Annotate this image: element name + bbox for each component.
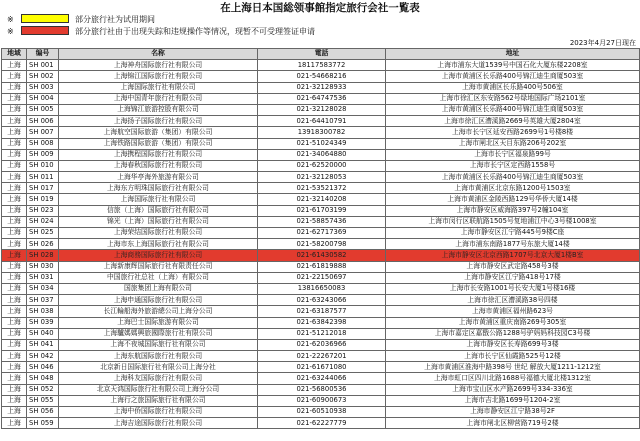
cell-code: SH 042 xyxy=(27,351,59,362)
cell-code: SH 034 xyxy=(27,283,59,294)
table-row xyxy=(2,362,640,373)
cell-region: 上海 xyxy=(2,339,27,350)
table-row xyxy=(2,228,640,239)
cell-region: 上海 xyxy=(2,71,27,82)
cell-phone: 021-61819888 xyxy=(258,261,386,272)
cell-code: SH 009 xyxy=(27,149,59,160)
cell-phone: 021-54668216 xyxy=(258,71,386,82)
table-row xyxy=(2,104,640,115)
cell-code: SH 052 xyxy=(27,384,59,395)
cell-code: SH 017 xyxy=(27,183,59,194)
table-row xyxy=(2,306,640,317)
cell-phone: 021-62036966 xyxy=(258,339,386,350)
cell-address: 上海市黄浦区金陵西路129号华侨大厦14楼 xyxy=(386,194,640,205)
table-row xyxy=(2,172,640,183)
table-row xyxy=(2,116,640,127)
cell-name: 长江輪船海外旅游總公司上海分公司 xyxy=(59,306,258,317)
table-row xyxy=(2,328,640,339)
table-row xyxy=(2,194,640,205)
cell-name: 北京新日国际旅行社有限公司上海分社 xyxy=(59,362,258,373)
cell-phone: 021-22150697 xyxy=(258,272,386,283)
cell-code: SH 048 xyxy=(27,373,59,384)
cell-phone: 021-58200798 xyxy=(258,239,386,250)
cell-region: 上海 xyxy=(2,362,27,373)
cell-name: 中国旅行社总社（上海）有限公司 xyxy=(59,272,258,283)
cell-code: SH 007 xyxy=(27,127,59,138)
cell-name: 上海申通国际旅行社有限公司 xyxy=(59,295,258,306)
cell-phone: 021-51024349 xyxy=(258,138,386,149)
page-title: 在上海日本国総领事館指定旅行会社一覧表 xyxy=(220,2,420,14)
cell-region: 上海 xyxy=(2,127,27,138)
cell-region: 上海 xyxy=(2,317,27,328)
cell-code: SH 006 xyxy=(27,116,59,127)
cell-code: SH 055 xyxy=(27,395,59,406)
cell-address: 上海市吉北路1699号1204-2室 xyxy=(386,395,640,406)
cell-name: 上海吉途国际旅行社有限公司 xyxy=(59,418,258,429)
cell-code: SH 046 xyxy=(27,362,59,373)
cell-code: SH 001 xyxy=(27,60,59,71)
cell-code: SH 056 xyxy=(27,407,59,418)
table-row xyxy=(2,127,640,138)
cell-name: 上海国际旅行社有限公司 xyxy=(59,82,258,93)
cell-address: 上海市黄浦区长乐路400号506室 xyxy=(386,82,640,93)
table-row xyxy=(2,373,640,384)
cell-code: SH 019 xyxy=(27,194,59,205)
cell-region: 上海 xyxy=(2,373,27,384)
cell-region: 上海 xyxy=(2,407,27,418)
cell-code: SH 028 xyxy=(27,250,59,261)
cell-code: SH 005 xyxy=(27,104,59,115)
legend-mark: ※ xyxy=(7,27,14,36)
cell-address: 上海市黄浦区重庆南路269号305室 xyxy=(386,317,640,328)
table-row xyxy=(2,261,640,272)
cell-region: 上海 xyxy=(2,306,27,317)
cell-phone: 021-61703199 xyxy=(258,205,386,216)
cell-phone: 021-63842398 xyxy=(258,317,386,328)
cell-phone: 021-22267201 xyxy=(258,351,386,362)
cell-phone: 021-32128933 xyxy=(258,82,386,93)
col-header-code: 编号 xyxy=(27,49,59,60)
cell-name: 上海携程国际旅行社有限公司 xyxy=(59,149,258,160)
cell-address: 上海市闵行区联航路1505号复地浦江中心3号楼1008室 xyxy=(386,216,640,227)
cell-name: 信旅（上海）国际旅行社有限公司 xyxy=(59,205,258,216)
cell-region: 上海 xyxy=(2,395,27,406)
agency-table xyxy=(1,48,640,429)
cell-code: SH 026 xyxy=(27,239,59,250)
cell-region: 上海 xyxy=(2,104,27,115)
cell-name: 上海华亭海外旅游有限公司 xyxy=(59,172,258,183)
table-row xyxy=(2,351,640,362)
cell-address: 上海市黄浦区长乐路400号锦江迪生商厦503室 xyxy=(386,71,640,82)
table-row xyxy=(2,82,640,93)
table-row xyxy=(2,295,640,306)
cell-name: 上海科友国际旅行社有限公司 xyxy=(59,373,258,384)
cell-address: 上海市浦东南路1877号东旅大厦14楼 xyxy=(386,239,640,250)
cell-address: 上海市宝山区水产路2699号334-336室 xyxy=(386,384,640,395)
cell-name: 上海行之旅国际旅行社有限公司 xyxy=(59,395,258,406)
cell-code: SH 041 xyxy=(27,339,59,350)
cell-region: 上海 xyxy=(2,283,27,294)
cell-name: 上海锦江旅游控股有限公司 xyxy=(59,104,258,115)
cell-phone: 021-32140208 xyxy=(258,194,386,205)
cell-address: 上海市静安区江宁路38号2F xyxy=(386,407,640,418)
cell-name: 上海中国青年旅行社有限公司 xyxy=(59,93,258,104)
table-row xyxy=(2,418,640,429)
cell-name: 上海商務国际旅行社有限公司 xyxy=(59,250,258,261)
cell-phone: 021-63187577 xyxy=(258,306,386,317)
yellow-swatch xyxy=(21,14,69,23)
table-header-row xyxy=(2,49,640,60)
cell-name: 上海中侨国际旅行社有限公司 xyxy=(59,407,258,418)
cell-address: 上海市长宁区福泉路99号 xyxy=(386,149,640,160)
table-row xyxy=(2,317,640,328)
cell-region: 上海 xyxy=(2,60,27,71)
cell-phone: 021-56800536 xyxy=(258,384,386,395)
cell-name: 上海春秋国际旅行社有限公司 xyxy=(59,160,258,171)
cell-phone: 021-32128028 xyxy=(258,104,386,115)
table-row xyxy=(2,216,640,227)
cell-phone: 021-58857436 xyxy=(258,216,386,227)
table-row xyxy=(2,272,640,283)
table-row xyxy=(2,160,640,171)
cell-phone: 021-61671080 xyxy=(258,362,386,373)
cell-code: SH 030 xyxy=(27,261,59,272)
cell-code: SH 040 xyxy=(27,328,59,339)
cell-address: 上海市徐汇区漕溪路38号四楼 xyxy=(386,295,640,306)
cell-phone: 18117583772 xyxy=(258,60,386,71)
col-header-region: 地域 xyxy=(2,49,27,60)
legend-trial xyxy=(7,14,155,25)
cell-region: 上海 xyxy=(2,149,27,160)
cell-phone: 021-63244066 xyxy=(258,373,386,384)
cell-code: SH 010 xyxy=(27,160,59,171)
cell-address: 上海市静安区江宁路418号17楼 xyxy=(386,272,640,283)
cell-phone: 021-63243066 xyxy=(258,295,386,306)
cell-region: 上海 xyxy=(2,239,27,250)
cell-code: SH 059 xyxy=(27,418,59,429)
cell-name: 上海扬子国际旅行社有限公司 xyxy=(59,116,258,127)
cell-address: 上海市黄浦区长乐路400号锦江迪生商厦503室 xyxy=(386,104,640,115)
col-header-phone: 電話 xyxy=(258,49,386,60)
cell-phone: 021-61430582 xyxy=(258,250,386,261)
table-row xyxy=(2,407,640,418)
cell-name: 上海不夜城国际旅行社有限公司 xyxy=(59,339,258,350)
cell-phone: 021-32128053 xyxy=(258,172,386,183)
table-row xyxy=(2,71,640,82)
cell-address: 上海市虹口区四川北路1688号福德大厦北楼1312室 xyxy=(386,373,640,384)
cell-region: 上海 xyxy=(2,160,27,171)
cell-region: 上海 xyxy=(2,295,27,306)
cell-name: 国旅集团上海有限公司 xyxy=(59,283,258,294)
legend-mark: ※ xyxy=(7,15,14,24)
cell-region: 上海 xyxy=(2,172,27,183)
cell-address: 上海市黄浦区淮海中路398号 世纪 解放大厦1211-1212室 xyxy=(386,362,640,373)
table-row xyxy=(2,283,640,294)
cell-name: 上海航空国际旅游（集团）有限公司 xyxy=(59,127,258,138)
table-row xyxy=(2,384,640,395)
col-header-name: 名称 xyxy=(59,49,258,60)
date-stamp: 2023年4月27日现在 xyxy=(569,39,636,47)
cell-name: 上海铁路国际旅游（集团）有限公司 xyxy=(59,138,258,149)
table-row xyxy=(2,93,640,104)
legend-suspended xyxy=(7,26,315,37)
cell-address: 上海市静安区武定路458号3楼 xyxy=(386,261,640,272)
table-row xyxy=(2,395,640,406)
cell-address: 上海市静安区威海路397号2幢104室 xyxy=(386,205,640,216)
cell-region: 上海 xyxy=(2,93,27,104)
cell-region: 上海 xyxy=(2,384,27,395)
cell-code: SH 031 xyxy=(27,272,59,283)
cell-address: 上海市嘉定区嘉戬公路1288号驴妈妈科技园C3号楼 xyxy=(386,328,640,339)
cell-region: 上海 xyxy=(2,272,27,283)
cell-phone: 021-64410791 xyxy=(258,116,386,127)
cell-address: 上海市静安区北京西路1707号北京大厦1楼B室 xyxy=(386,250,640,261)
cell-phone: 021-34064880 xyxy=(258,149,386,160)
cell-region: 上海 xyxy=(2,205,27,216)
legend-text: 部分旅行社由于出现失踪和违规操作等情况，现暂不可受理签证申请 xyxy=(75,27,315,36)
cell-code: SH 008 xyxy=(27,138,59,149)
cell-region: 上海 xyxy=(2,228,27,239)
cell-code: SH 002 xyxy=(27,71,59,82)
cell-name: 上海新康辉国际旅行社有限责任公司 xyxy=(59,261,258,272)
cell-phone: 13918300782 xyxy=(258,127,386,138)
cell-phone: 021-60510938 xyxy=(258,407,386,418)
cell-phone: 021-64747536 xyxy=(258,93,386,104)
cell-name: 上海神舟国际旅行社有限公司 xyxy=(59,60,258,71)
cell-address: 上海市徐汇区东安路562号绿地国际广场2101室 xyxy=(386,93,640,104)
cell-region: 上海 xyxy=(2,194,27,205)
cell-region: 上海 xyxy=(2,351,27,362)
cell-code: SH 039 xyxy=(27,317,59,328)
cell-region: 上海 xyxy=(2,216,27,227)
cell-name: 北京天鸿国际旅行社有限公司上海分公司 xyxy=(59,384,258,395)
cell-region: 上海 xyxy=(2,328,27,339)
cell-phone: 021-62717369 xyxy=(258,228,386,239)
cell-name: 上海巴士国际旅游有限公司 xyxy=(59,317,258,328)
cell-code: SH 004 xyxy=(27,93,59,104)
table-row xyxy=(2,149,640,160)
cell-address: 上海市闸北区天目东路206号202室 xyxy=(386,138,640,149)
cell-address: 上海市浦东大道1539号中国石化大厦东楼2208室 xyxy=(386,60,640,71)
cell-region: 上海 xyxy=(2,261,27,272)
cell-name: 上海东方明珠国际旅行社有限公司 xyxy=(59,183,258,194)
cell-name: 上海东航国际旅行社有限公司 xyxy=(59,351,258,362)
cell-code: SH 023 xyxy=(27,205,59,216)
cell-region: 上海 xyxy=(2,138,27,149)
table-row xyxy=(2,183,640,194)
cell-address: 上海市黄浦区北京东路1200号1503室 xyxy=(386,183,640,194)
cell-code: SH 011 xyxy=(27,172,59,183)
table-row xyxy=(2,205,640,216)
cell-address: 上海市长宁区延安西路2699号1号楼8楼 xyxy=(386,127,640,138)
cell-address: 上海市长宁区仙霞路525号12楼 xyxy=(386,351,640,362)
cell-name: 上海锦江国际旅行社有限公司 xyxy=(59,71,258,82)
table-row xyxy=(2,250,640,261)
cell-name: 上海驢媽媽興旅國際旅行社有限公司 xyxy=(59,328,258,339)
cell-address: 上海市静安区江宁路445号9楼C座 xyxy=(386,228,640,239)
cell-address: 上海市徐汇区漕溪路2669号英雄大厦2804室 xyxy=(386,116,640,127)
table-row xyxy=(2,239,640,250)
cell-region: 上海 xyxy=(2,418,27,429)
cell-code: SH 037 xyxy=(27,295,59,306)
table-row xyxy=(2,339,640,350)
cell-code: SH 025 xyxy=(27,228,59,239)
cell-phone: 021-60900673 xyxy=(258,395,386,406)
cell-phone: 021-62520000 xyxy=(258,160,386,171)
cell-region: 上海 xyxy=(2,82,27,93)
cell-region: 上海 xyxy=(2,250,27,261)
cell-name: 上海荣结国际旅行社有限公司 xyxy=(59,228,258,239)
cell-name: 上海市东上海国际旅行社有限公司 xyxy=(59,239,258,250)
cell-address: 上海市闸北区柳营路719号2楼 xyxy=(386,418,640,429)
cell-code: SH 003 xyxy=(27,82,59,93)
cell-name: 上海国际旅行社有限公司 xyxy=(59,194,258,205)
cell-address: 上海市静安区长寿路699号3楼 xyxy=(386,339,640,350)
cell-address: 上海市长宁区定西路1558号 xyxy=(386,160,640,171)
table-row xyxy=(2,138,640,149)
cell-name: 锦光（上海）国际旅行社有限公司 xyxy=(59,216,258,227)
cell-code: SH 024 xyxy=(27,216,59,227)
table-row xyxy=(2,60,640,71)
cell-address: 上海市黄浦区福州路623号 xyxy=(386,306,640,317)
cell-address: 上海市黄浦区长乐路400号锦江迪生商厦503室 xyxy=(386,172,640,183)
legend-text: 部分旅行社为试用期间 xyxy=(75,15,155,24)
table-body xyxy=(2,60,640,429)
cell-phone: 13816650083 xyxy=(258,283,386,294)
cell-region: 上海 xyxy=(2,116,27,127)
cell-code: SH 038 xyxy=(27,306,59,317)
cell-phone: 021-53521372 xyxy=(258,183,386,194)
col-header-address: 地址 xyxy=(386,49,640,60)
cell-phone: 021-62227779 xyxy=(258,418,386,429)
cell-phone: 021-51212018 xyxy=(258,328,386,339)
cell-address: 上海市长安路1001号长安大厦1号楼16楼 xyxy=(386,283,640,294)
cell-region: 上海 xyxy=(2,183,27,194)
red-swatch xyxy=(21,26,69,35)
